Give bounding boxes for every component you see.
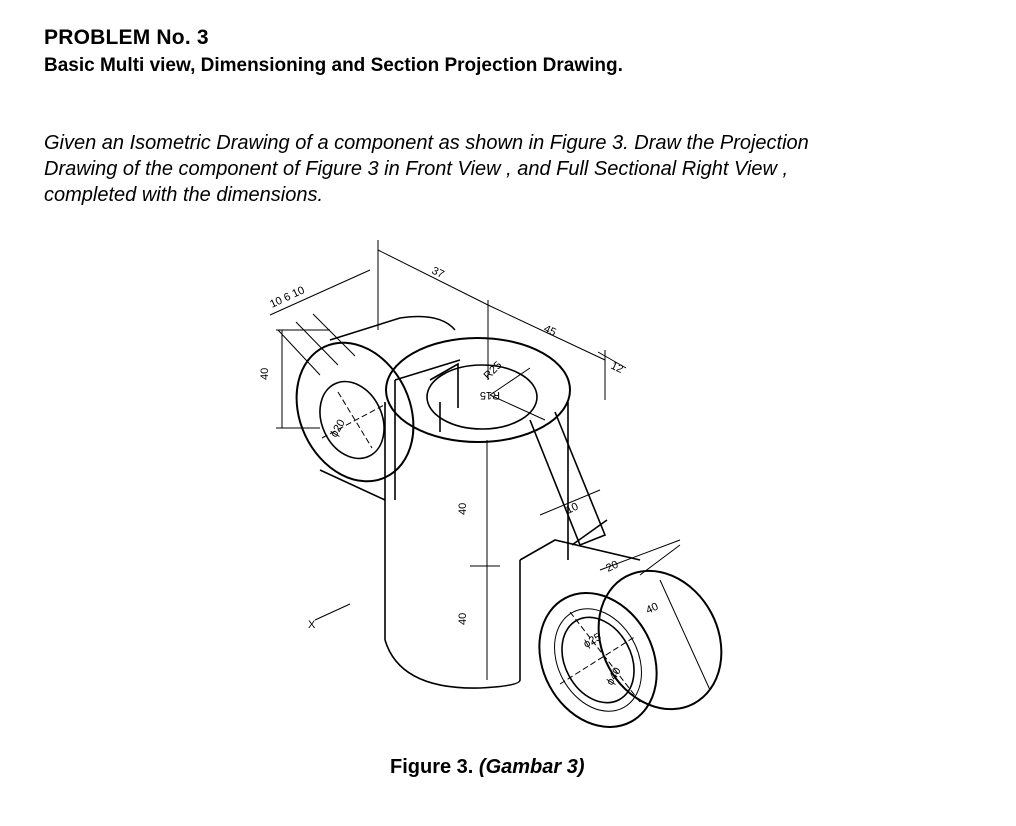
dim-40-boss: 40 (644, 600, 661, 617)
dim-45: 45 (541, 322, 558, 339)
instructions-line-2: Drawing of the component of Figure 3 in Front View , and Full Sectional Right View , (44, 158, 789, 180)
dim-phi25: ϕ25 (581, 631, 604, 651)
dim-r25: R25 (481, 359, 505, 383)
dim-r15: R15 (479, 389, 500, 401)
dim-phi20: ϕ20 (328, 417, 348, 440)
dim-40-mid-lower: 40 (457, 612, 469, 625)
dim-12: 12 (608, 359, 625, 376)
axis-x-label: X (308, 619, 316, 631)
dim-10-6-10: 10 6 10 (268, 284, 307, 311)
dimension-lines (270, 240, 710, 690)
lower-boss (517, 540, 745, 748)
instructions-line-3: completed with the dimensions. (44, 184, 324, 206)
main-cylinder (385, 338, 570, 688)
dimension-labels (259, 265, 660, 688)
dim-40-left: 40 (259, 367, 271, 380)
instructions-line-1: Given an Isometric Drawing of a component as shown in Figure 3. Draw the Projection (44, 132, 809, 154)
figure-caption-main: Figure 3. (390, 756, 474, 778)
dim-20: 20 (604, 558, 621, 575)
dim-phi40: ϕ40 (604, 665, 624, 688)
figure-caption-alt: (Gambar 3) (478, 756, 585, 778)
figure-caption (390, 756, 585, 779)
dim-10-rib: 10 (564, 500, 581, 517)
problem-subtitle: Basic Multi view, Dimensioning and Section Projection Drawing. (44, 55, 623, 76)
problem-title: PROBLEM No. 3 (44, 26, 209, 49)
dim-37: 37 (429, 264, 446, 281)
dim-40-mid-upper: 40 (457, 502, 469, 515)
